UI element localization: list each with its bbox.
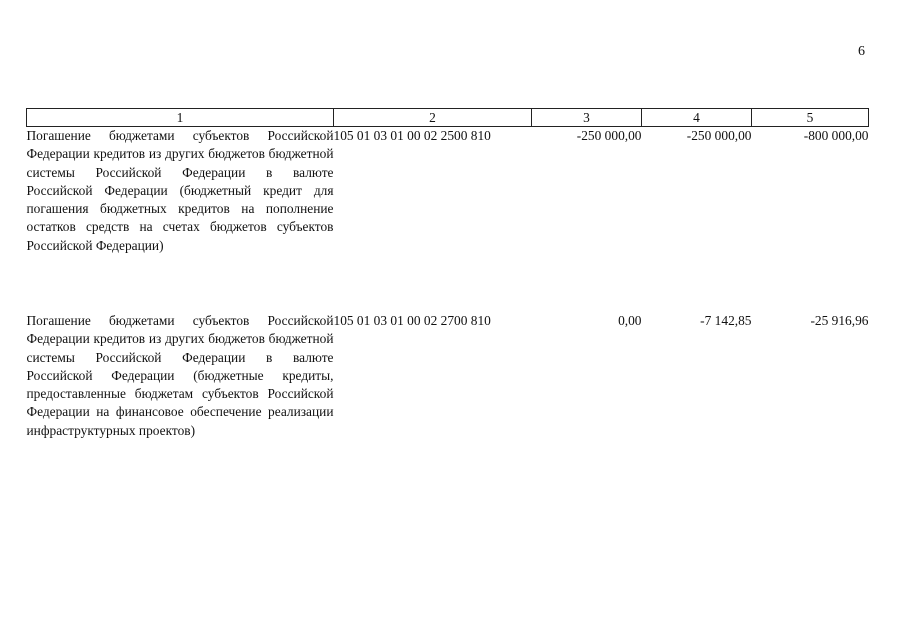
header-col-4: 4 bbox=[642, 109, 752, 127]
row-code: 105 01 03 01 00 02 2500 810 bbox=[333, 128, 491, 143]
row-value-col5: -800 000,00 bbox=[803, 128, 869, 143]
row-value-col3: -250 000,00 bbox=[576, 128, 642, 143]
row-value-col3: 0,00 bbox=[618, 313, 642, 328]
row-description: Погашение бюджетами субъектов Российской Федерации кредитов из других бюджетов бюджетной системы Российской Федерации в валюте Российской Федерации (бюджетный кредит для погашения бюджетных кредитов на пополнение остатков средств на счетах бюджетов субъектов Российской Федерации) bbox=[26, 128, 334, 253]
table-row bbox=[27, 127, 869, 313]
row-value-col4: -7 142,85 bbox=[700, 313, 752, 328]
header-row bbox=[27, 109, 869, 127]
header-col-5: 5 bbox=[752, 109, 869, 127]
header-col-2: 2 bbox=[334, 109, 532, 127]
row-code: 105 01 03 01 00 02 2700 810 bbox=[333, 313, 491, 328]
table-header bbox=[27, 109, 869, 127]
table-body bbox=[27, 127, 869, 463]
row-value-col5: -25 916,96 bbox=[810, 313, 869, 328]
page-number: 6 bbox=[858, 44, 865, 59]
header-col-1: 1 bbox=[27, 109, 334, 127]
table-row bbox=[27, 312, 869, 462]
header-col-3: 3 bbox=[532, 109, 642, 127]
budget-table bbox=[26, 108, 869, 462]
row-description: Погашение бюджетами субъектов Российской Федерации кредитов из других бюджетов бюджетной системы Российской Федерации в валюте Российской Федерации (бюджетные кредиты, предоставленные бюджетам субъектов Российской Федерации на финансовое обеспечение реализации инфраструктурных проектов) bbox=[26, 313, 334, 438]
row-value-col4: -250 000,00 bbox=[686, 128, 752, 143]
